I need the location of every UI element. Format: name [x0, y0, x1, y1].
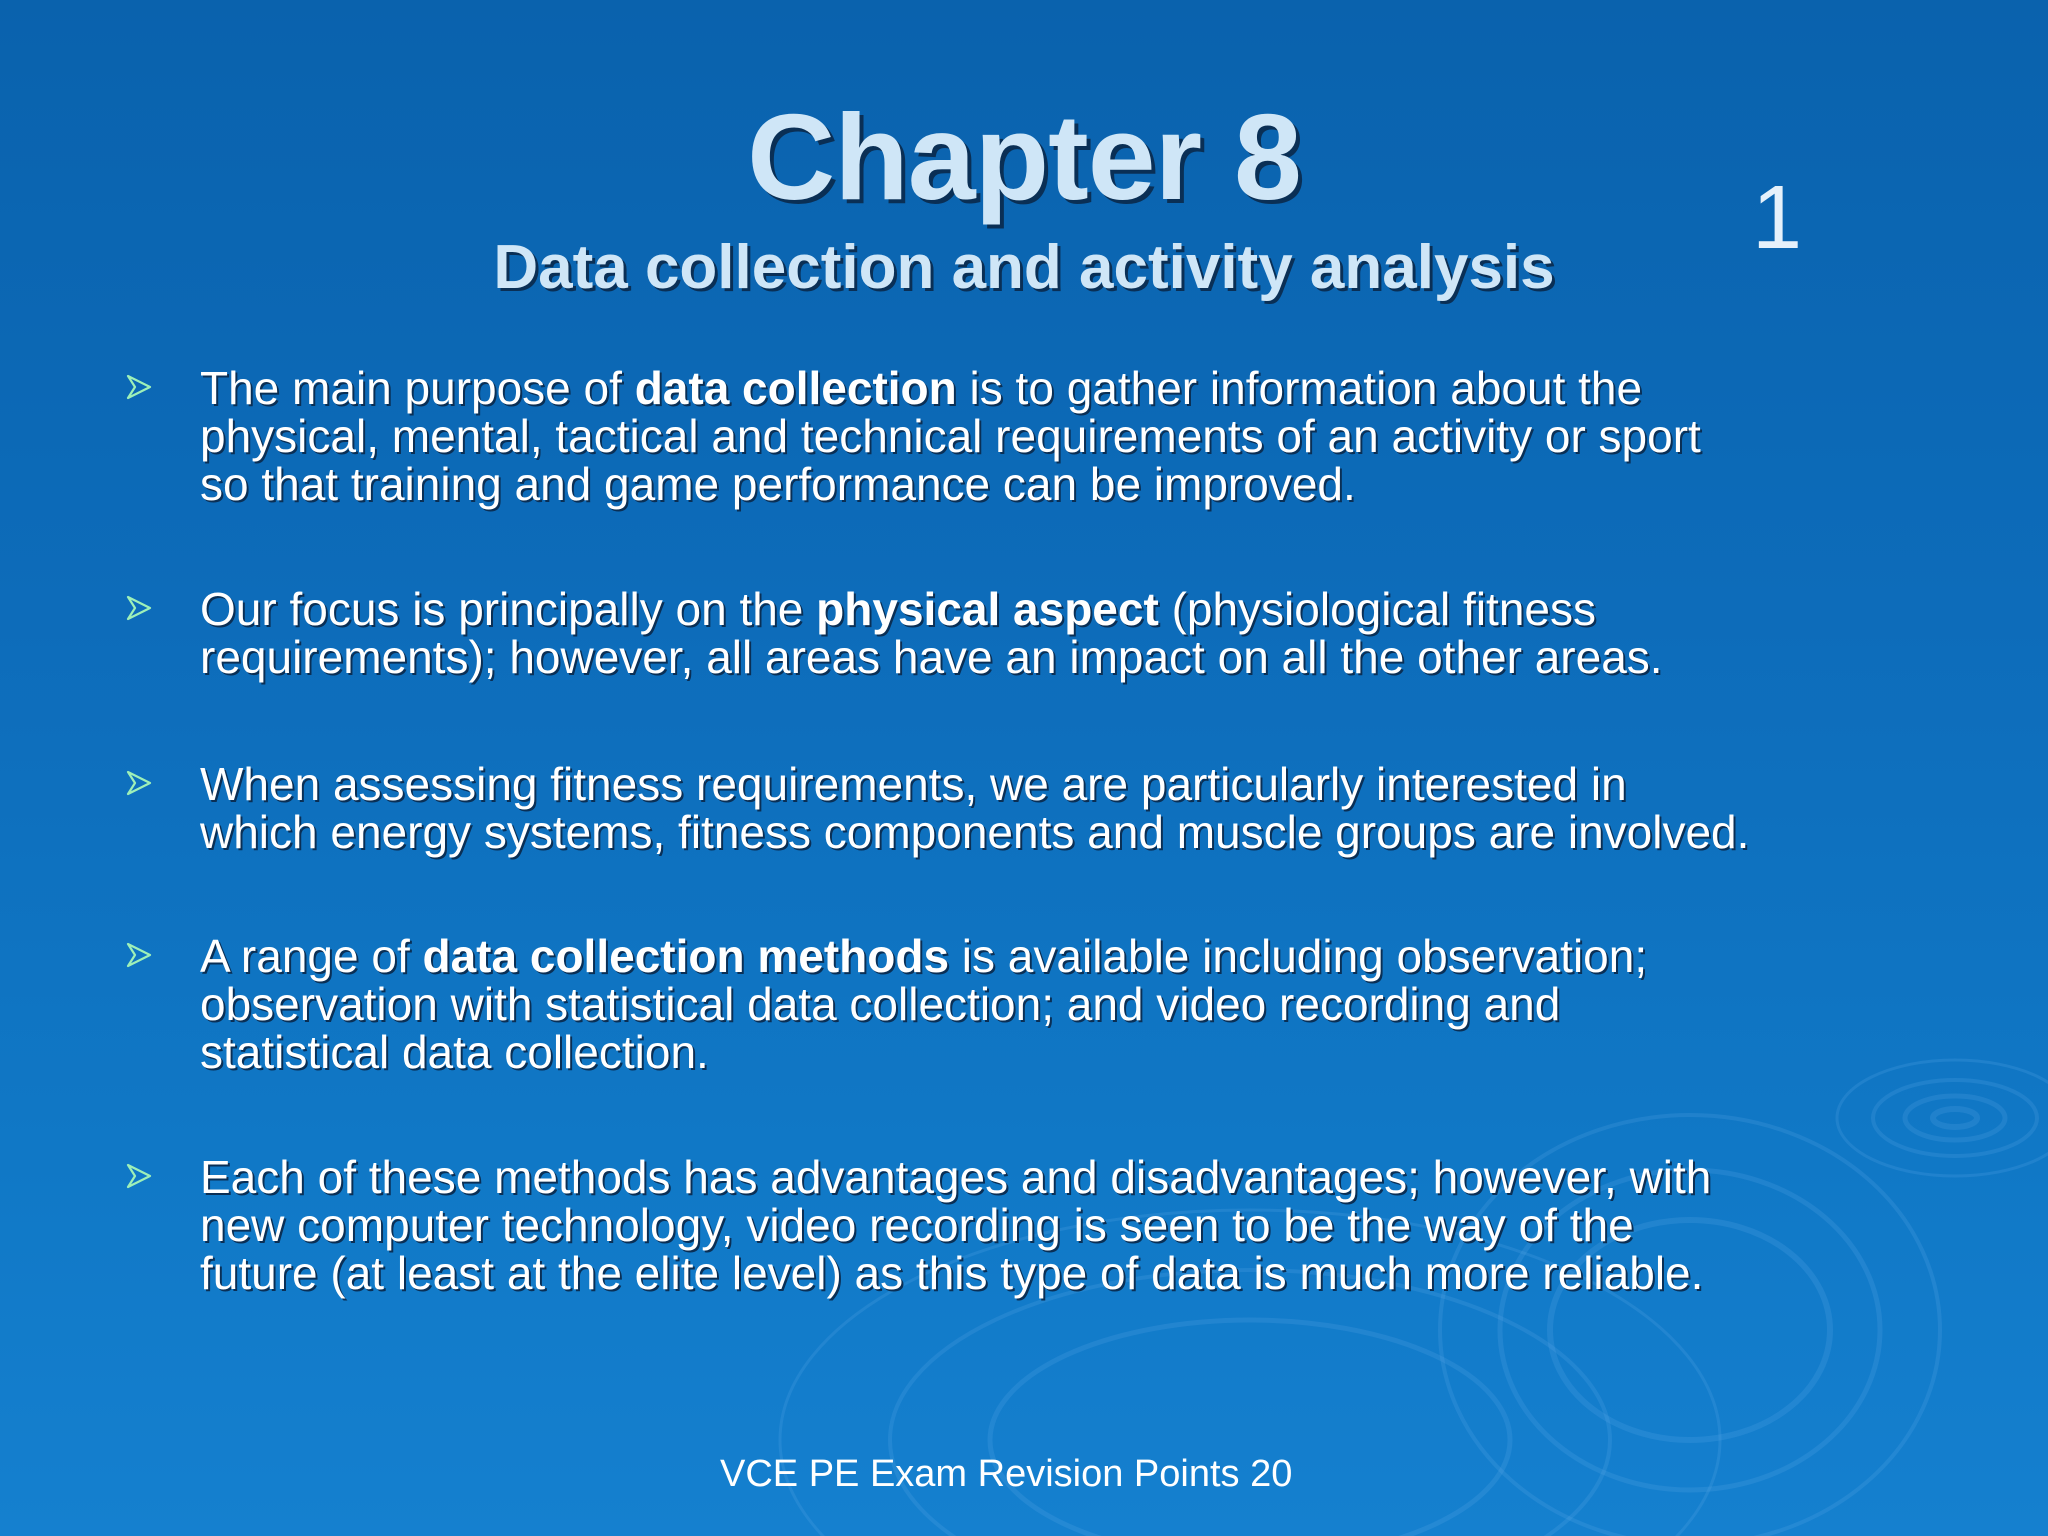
bold-term: data collection methods	[422, 930, 950, 982]
bullet-line	[200, 760, 1950, 808]
arrow-bullet-icon	[126, 374, 152, 400]
bullet-text: (physiological fitness	[1158, 583, 1596, 635]
arrow-bullet-icon	[126, 770, 152, 796]
bullet-line	[200, 1249, 1950, 1297]
bullet-line	[200, 412, 1950, 460]
bullet-text: future (at least at the elite level) as this type of data is much more reliable.	[200, 1247, 1704, 1299]
bullet-text: The main purpose of	[200, 362, 635, 414]
bullet-line	[200, 364, 1950, 412]
bullet-text: new computer technology, video recording is seen to be the way of the	[200, 1199, 1634, 1251]
bullet-text: is to gather information about the	[956, 362, 1643, 414]
slide-footer: VCE PE Exam Revision Points 20	[720, 1453, 1293, 1495]
bullet-text: is available including observation;	[949, 930, 1648, 982]
bold-term: physical aspect	[816, 583, 1159, 635]
bullet-line	[200, 980, 1950, 1028]
arrow-bullet-icon	[126, 942, 152, 968]
bullet-text: which energy systems, fitness components and muscle groups are involved.	[200, 806, 1750, 858]
bullet-text: so that training and game performance can be improved.	[200, 458, 1356, 510]
bullet-line	[200, 460, 1950, 508]
bullet-text: observation with statistical data collection; and video recording and	[200, 978, 1561, 1030]
slide-number: 1	[1752, 168, 1803, 268]
bullet-item	[200, 585, 1950, 681]
bullet-text: Our focus is principally on the	[200, 583, 817, 635]
bullet-line	[200, 1201, 1950, 1249]
bullet-text: When assessing fitness requirements, we are particularly interested in	[200, 758, 1627, 810]
bullet-line	[200, 1153, 1950, 1201]
bold-term: data collection	[634, 362, 957, 414]
bullet-line	[200, 585, 1950, 633]
bullet-line	[200, 808, 1950, 856]
bullet-item	[200, 364, 1950, 508]
arrow-bullet-icon	[126, 595, 152, 621]
bullet-item	[200, 760, 1950, 856]
bullet-text: statistical data collection.	[200, 1026, 709, 1078]
bullet-text: Each of these methods has advantages and disadvantages; however, with	[200, 1151, 1712, 1203]
bullet-text: A range of	[200, 930, 423, 982]
bullet-item	[200, 932, 1950, 1076]
bullet-line	[200, 1028, 1950, 1076]
slide-title: Chapter 8	[747, 89, 1301, 225]
arrow-bullet-icon	[126, 1163, 152, 1189]
bullet-line	[200, 932, 1950, 980]
bullet-text: physical, mental, tactical and technical requirements of an activity or sport	[200, 410, 1701, 462]
bullet-text: requirements); however, all areas have an impact on all the other areas.	[200, 631, 1663, 683]
slide-subtitle: Data collection and activity analysis	[493, 233, 1555, 302]
bullet-line	[200, 633, 1950, 681]
bullet-item	[200, 1153, 1950, 1297]
